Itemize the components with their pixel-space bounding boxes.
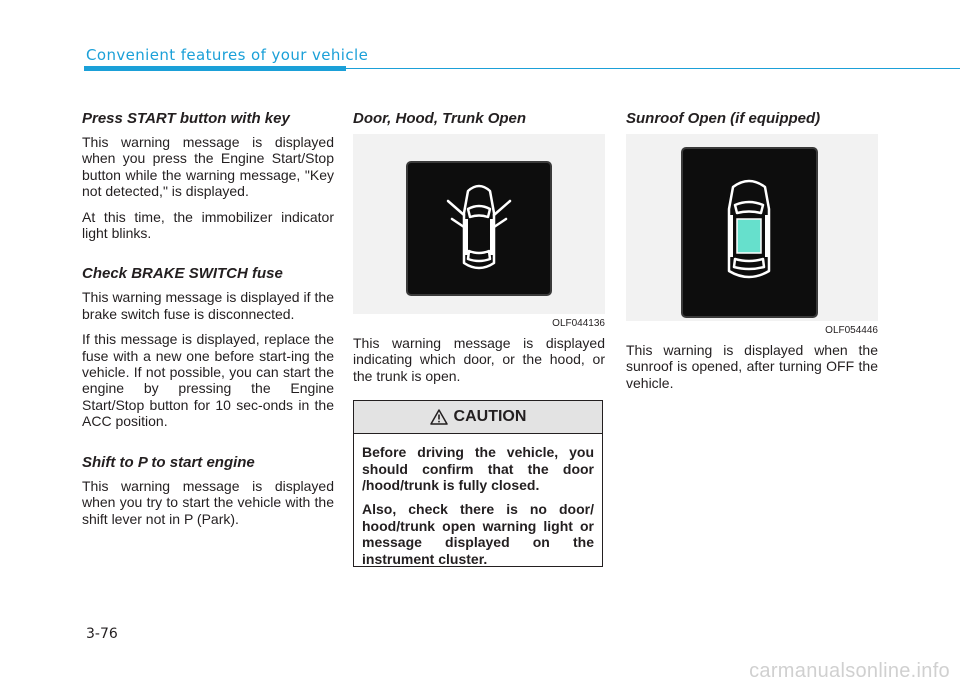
cluster-display <box>681 147 818 318</box>
column-right <box>626 110 878 400</box>
column-middle <box>353 110 605 567</box>
heading-sunroof-open: Sunroof Open (if equipped) <box>626 110 821 127</box>
paragraph: If this message is displayed, replace the fuse with a new one before start-ing the vehicle. If not possible, you can start the engine by pressing the Engine Start/Stop button for 10 sec-onds in the ACC position. <box>82 331 334 430</box>
car-doors-open-icon <box>408 163 550 294</box>
page-number: 3-76 <box>86 626 118 642</box>
warning-triangle-icon <box>430 409 448 425</box>
heading-start-button: Press START button with key <box>82 110 290 127</box>
car-sunroof-open-icon <box>683 149 816 316</box>
door-open-figure <box>353 134 605 314</box>
caution-header <box>354 401 602 434</box>
sunroof-open-figure <box>626 134 878 321</box>
paragraph: At this time, the immobilizer indicator light blinks. <box>82 208 334 242</box>
section-header-title: Convenient features of your vehicle <box>86 46 369 64</box>
caution-body <box>354 434 602 581</box>
header-accent-bar <box>84 66 346 71</box>
paragraph: This warning message is displayed if the brake switch fuse is disconnected. <box>82 289 334 322</box>
figure-code: OLF054446 <box>825 325 878 336</box>
caution-box <box>353 400 603 567</box>
caution-paragraph: Before driving the vehicle, you should confirm that the door /hood/trunk is fully closed. <box>362 444 594 494</box>
paragraph: This warning message is displayed when you try to start the vehicle with the shift lever not in P (Park). <box>82 477 334 527</box>
watermark: carmanualsonline.info <box>749 660 950 682</box>
heading-brake-fuse: Check BRAKE SWITCH fuse <box>82 265 283 283</box>
paragraph: This warning message is displayed when you press the Engine Start/Stop button while the warning message, "Key not detected," is displayed. <box>82 134 334 200</box>
caution-paragraph: Also, check there is no door/ hood/trunk open warning light or message displayed on the instrument cluster. <box>362 501 594 567</box>
paragraph: This warning message is displayed indicating which door, or the hood, or the trunk is open. <box>353 335 605 384</box>
header-rule <box>346 68 960 69</box>
heading-shift-p: Shift to P to start engine <box>82 453 255 471</box>
paragraph: This warning is displayed when the sunroof is opened, after turning OFF the vehicle. <box>626 342 878 391</box>
column-left <box>82 110 334 536</box>
caution-label: CAUTION <box>453 408 527 426</box>
cluster-display <box>406 161 552 296</box>
heading-door-open: Door, Hood, Trunk Open <box>353 110 527 127</box>
figure-code: OLF044136 <box>552 318 605 329</box>
